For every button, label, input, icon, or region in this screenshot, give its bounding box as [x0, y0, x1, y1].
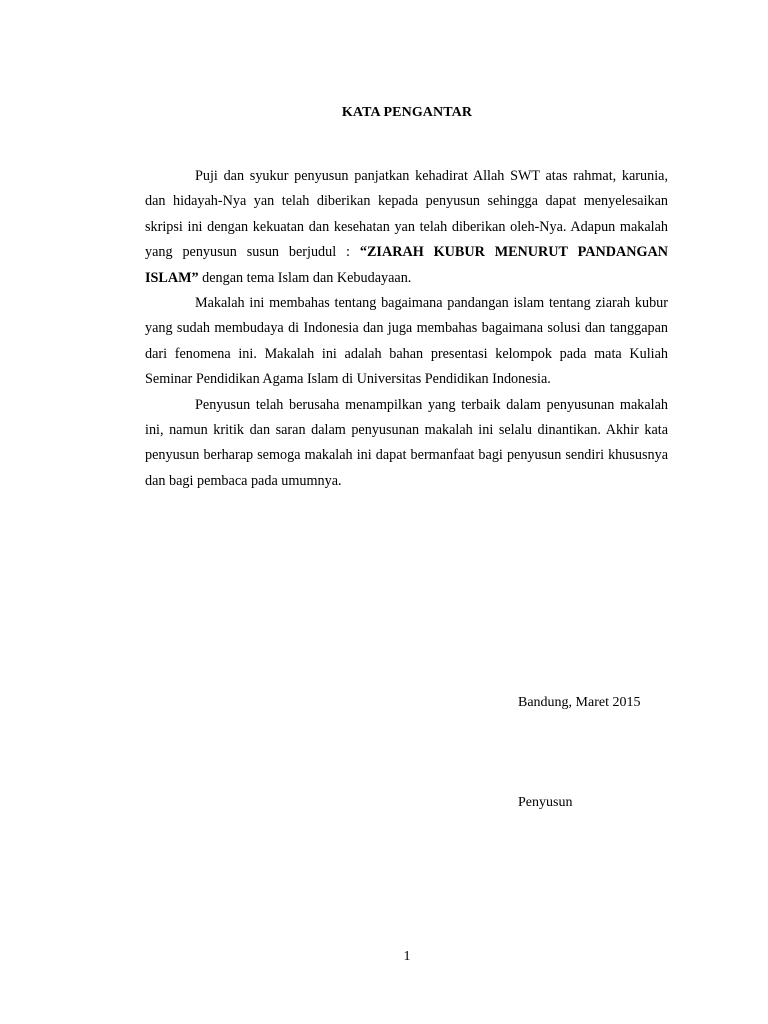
document-body [145, 164, 668, 494]
paragraph-3: Penyusun telah berusaha menampilkan yang terbaik dalam penyusunan makalah ini, namun kritik dan saran dalam penyusunan makalah ini selalu dinantikan. Akhir kata penyusun berharap semoga makalah ini dapat bermanfaat bagi penyusun sendiri khususnya dan bagi pembaca pada umumnya. [145, 396, 668, 489]
signature-place-date: Bandung, Maret 2015 [518, 695, 641, 710]
paragraph-1-text: Puji dan syukur penyusun panjatkan kehadirat Allah SWT atas rahmat, karunia, dan hidayah-Nya yan telah diberikan kepada penyusun sehingga dapat menyelesaikan skripsi ini dengan kekuatan dan kesehatan yan telah diberikan oleh-Nya. Adapun makalah yang penyusun susun berjudul : [145, 168, 668, 261]
paper-title-reference: “ZIARAH KUBUR MENURUT PANDANGAN ISLAM” [145, 244, 668, 286]
paragraph-2: Makalah ini membahas tentang bagaimana pandangan islam tentang ziarah kubur yang sudah membudaya di Indonesia dan juga membahas bagaimana solusi dan tanggapan dari fenomena ini. Makalah ini adalah bahan presentasi kelompok pada mata Kuliah Seminar Pendidikan Agama Islam di Universitas Pendidikan Indonesia. [145, 295, 668, 388]
signature-role: Penyusun [518, 795, 573, 810]
paragraph-1 [145, 164, 668, 291]
page-title: KATA PENGANTAR [341, 105, 473, 120]
page-number: 1 [403, 949, 411, 964]
paragraph-1-text-end: dengan tema Islam dan Kebudayaan. [198, 269, 412, 286]
